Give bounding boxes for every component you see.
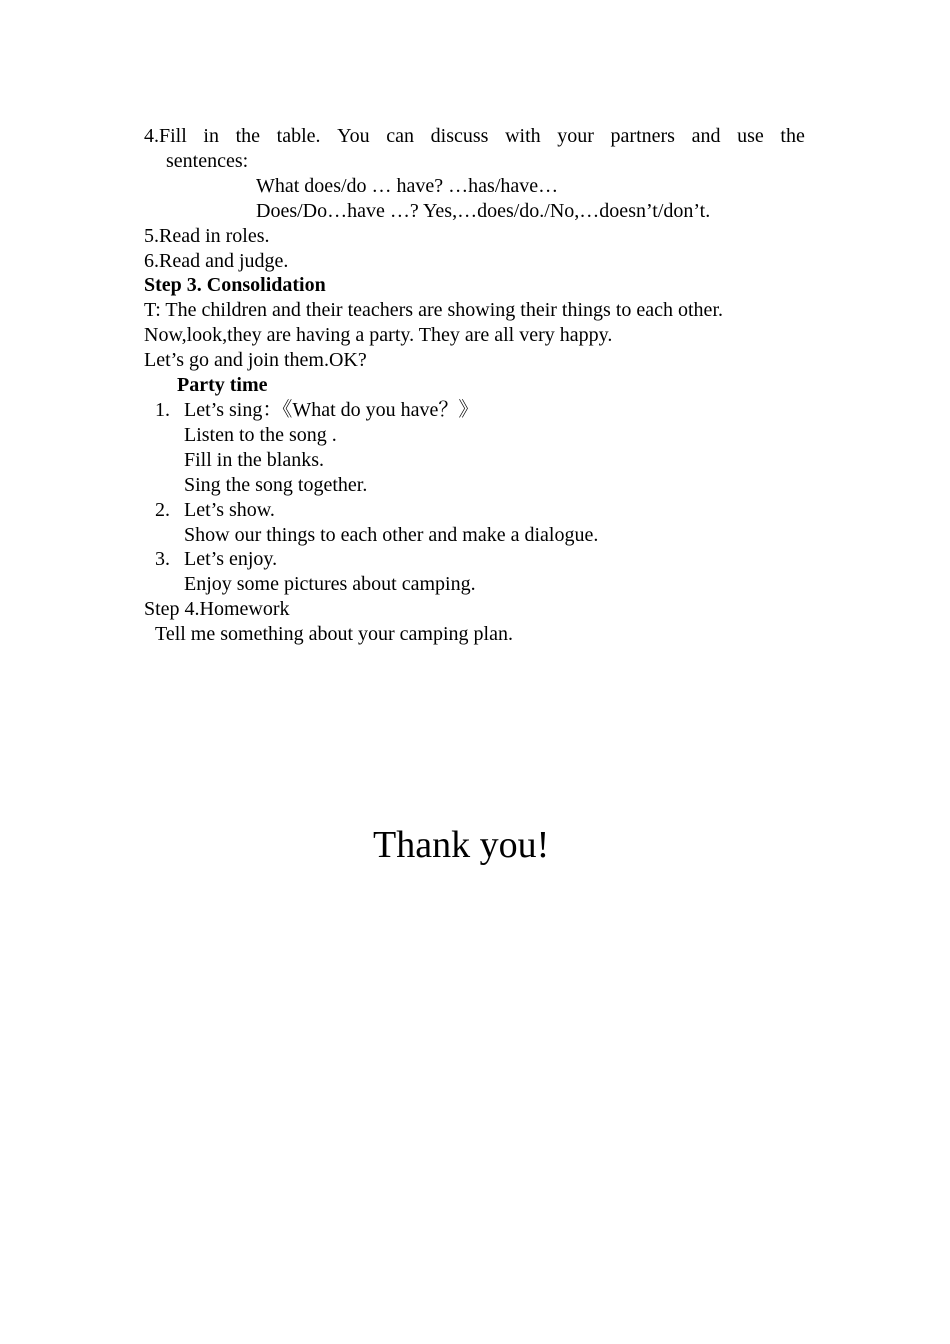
item4-word: in: [203, 125, 219, 147]
sentence-pattern-1: What does/do … have? …has/have…: [256, 175, 559, 197]
list-number: 1.: [155, 399, 170, 421]
item4-continuation: sentences:: [166, 150, 249, 172]
item4-word: the: [235, 125, 261, 147]
item4-word: You: [337, 125, 370, 147]
step3-heading: Step 3. Consolidation: [144, 274, 326, 296]
party-time-title: Party time: [177, 374, 268, 396]
closing-text: Thank you!: [373, 824, 550, 866]
item4-word: with: [505, 125, 541, 147]
item4-word: and: [691, 125, 721, 147]
item4-line: [144, 124, 805, 149]
list-item-line: Enjoy some pictures about camping.: [184, 573, 476, 595]
step3-paragraph-3: Let’s go and join them.OK?: [144, 349, 367, 371]
list-number: 2.: [155, 499, 170, 521]
list-item-line: Fill in the blanks.: [184, 449, 324, 471]
list-item-title: Let’s show.: [184, 499, 275, 521]
item5: 5.Read in roles.: [144, 225, 270, 247]
list-item-line: Sing the song together.: [184, 474, 368, 496]
item4-word: use: [737, 125, 764, 147]
item4-word: your: [557, 125, 594, 147]
item4-word: can: [386, 125, 415, 147]
list-number: 3.: [155, 548, 170, 570]
item4-word: 4.Fill: [144, 125, 187, 147]
step3-paragraph-2: Now,look,they are having a party. They are all very happy.: [144, 324, 613, 346]
item6: 6.Read and judge.: [144, 250, 289, 272]
step3-paragraph-1: T: The children and their teachers are showing their things to each other.: [144, 299, 723, 321]
step4-heading: Step 4.Homework: [144, 598, 290, 620]
list-item-title: Let’s sing：《What do you have？》: [184, 399, 479, 421]
list-item-line: Show our things to each other and make a dialogue.: [184, 524, 599, 546]
list-item-line: Listen to the song .: [184, 424, 337, 446]
step4-text: Tell me something about your camping plan.: [155, 623, 513, 645]
sentence-pattern-2: Does/Do…have …? Yes,…does/do./No,…doesn’t/don’t.: [256, 200, 711, 222]
item4-word: discuss: [430, 125, 489, 147]
item4-word: table.: [276, 125, 321, 147]
item4-word: the: [780, 125, 805, 147]
list-item-title: Let’s enjoy.: [184, 548, 278, 570]
item4-word: partners: [610, 125, 675, 147]
